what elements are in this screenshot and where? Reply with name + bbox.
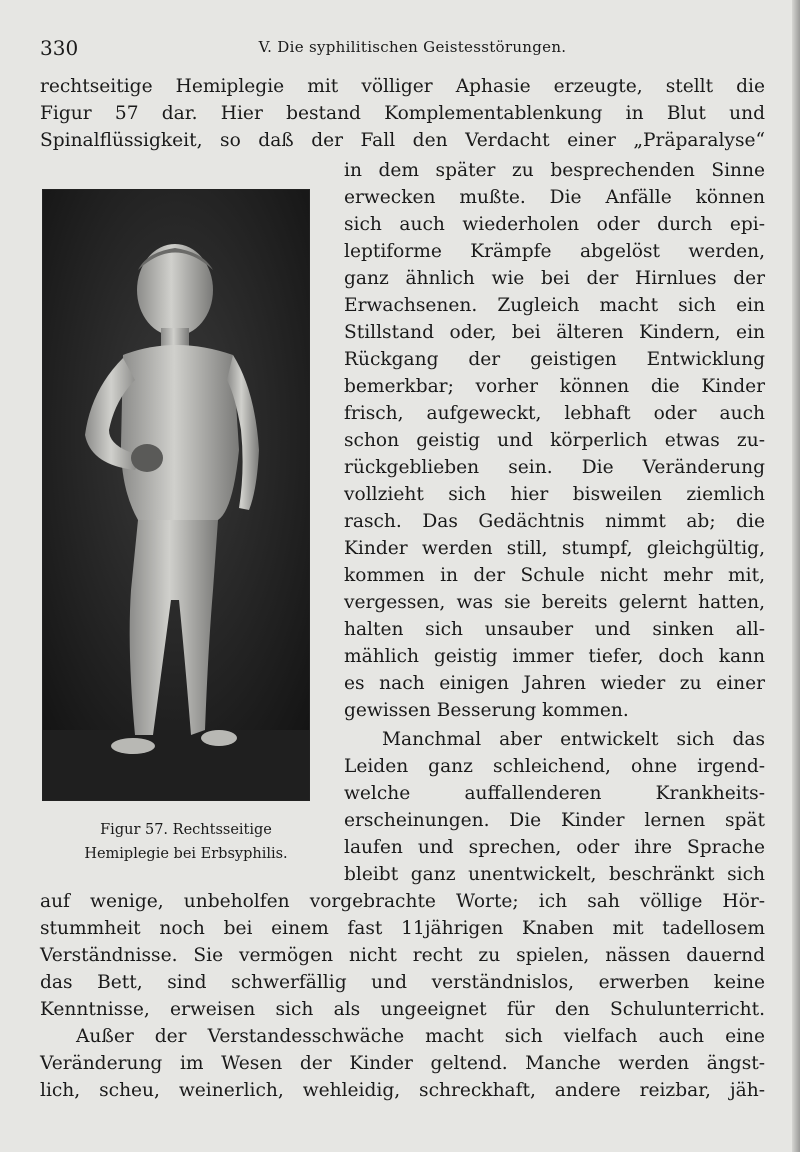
text-line: Verständnisse. Sie vermögen nicht recht zu spielen, nässen dauernd <box>40 945 765 966</box>
text-line: Kinder werden still, stumpf, gleichgültig, <box>344 538 765 559</box>
text-line: auf wenige, unbeholfen vorgebrachte Worte; ich sah völlige Hör- <box>40 891 765 912</box>
text-line: Stillstand oder, bei älteren Kindern, ein <box>344 322 765 343</box>
text-line: sich auch wiederholen oder durch epi- <box>344 214 765 235</box>
running-head: V. Die syphilitischen Geistesstörungen. <box>258 38 567 56</box>
text-line: es nach einigen Jahren wieder zu einer <box>344 673 765 694</box>
text-line: rechtseitige Hemiplegie mit völliger Aphasie erzeugte, stellt die <box>40 76 765 97</box>
figure-caption-line: Figur 57. Rechtsseitige <box>100 822 272 838</box>
page-edge-shadow <box>792 0 800 1152</box>
text-line: erscheinungen. Die Kinder lernen spät <box>344 810 765 831</box>
page-header <box>40 36 765 58</box>
text-line: erwecken mußte. Die Anfälle können <box>344 187 765 208</box>
text-line: Leiden ganz schleichend, ohne irgend- <box>344 756 765 777</box>
text-line: bleibt ganz unentwickelt, beschränkt sich <box>344 864 765 885</box>
text-line: in dem später zu besprechenden Sinne <box>344 160 765 181</box>
text-line: das Bett, sind schwerfällig und verständnislos, erwerben keine <box>40 972 765 993</box>
text-line: gewissen Besserung kommen. <box>344 700 629 721</box>
text-line: mählich geistig immer tiefer, doch kann <box>344 646 765 667</box>
text-line: welche auffallenderen Krankheits- <box>344 783 765 804</box>
child-photo-illustration <box>43 190 309 800</box>
text-line: Figur 57 dar. Hier bestand Komplementablenkung in Blut und <box>40 103 765 124</box>
text-line: Veränderung im Wesen der Kinder geltend. Manche werden ängst- <box>40 1053 765 1074</box>
text-line: vergessen, was sie bereits gelernt hatten, <box>344 592 765 613</box>
text-line: vollzieht sich hier bisweilen ziemlich <box>344 484 765 505</box>
text-line: halten sich unsauber und sinken all- <box>344 619 765 640</box>
figure-caption-line: Hemiplegie bei Erbsyphilis. <box>84 846 288 862</box>
text-line: Rückgang der geistigen Entwicklung <box>344 349 765 370</box>
text-line: bemerkbar; vorher können die Kinder <box>344 376 765 397</box>
text-line: Außer der Verstandesschwäche macht sich vielfach auch eine <box>76 1026 765 1047</box>
text-line: rückgeblieben sein. Die Veränderung <box>344 457 765 478</box>
text-line: Manchmal aber entwickelt sich das <box>382 729 765 750</box>
text-line: lich, scheu, weinerlich, wehleidig, schreckhaft, andere reizbar, jäh- <box>40 1080 765 1101</box>
text-line: Kenntnisse, erweisen sich als ungeeignet für den Schulunterricht. <box>40 999 765 1020</box>
text-line: Spinalflüssigkeit, so daß der Fall den Verdacht einer „Präparalyse“ <box>40 130 765 151</box>
text-line: kommen in der Schule nicht mehr mit, <box>344 565 765 586</box>
text-line: ganz ähnlich wie bei der Hirnlues der <box>344 268 765 289</box>
text-line: stummheit noch bei einem fast 11jährigen Knaben mit tadellosem <box>40 918 765 939</box>
text-line: schon geistig und körperlich etwas zu- <box>344 430 765 451</box>
text-line: rasch. Das Gedächtnis nimmt ab; die <box>344 511 765 532</box>
text-line: laufen und sprechen, oder ihre Sprache <box>344 837 765 858</box>
figure-photograph <box>42 189 310 801</box>
text-line: Erwachsenen. Zugleich macht sich ein <box>344 295 765 316</box>
page-number: 330 <box>40 36 79 60</box>
text-line: leptiforme Krämpfe abgelöst werden, <box>344 241 765 262</box>
text-line: frisch, aufgeweckt, lebhaft oder auch <box>344 403 765 424</box>
